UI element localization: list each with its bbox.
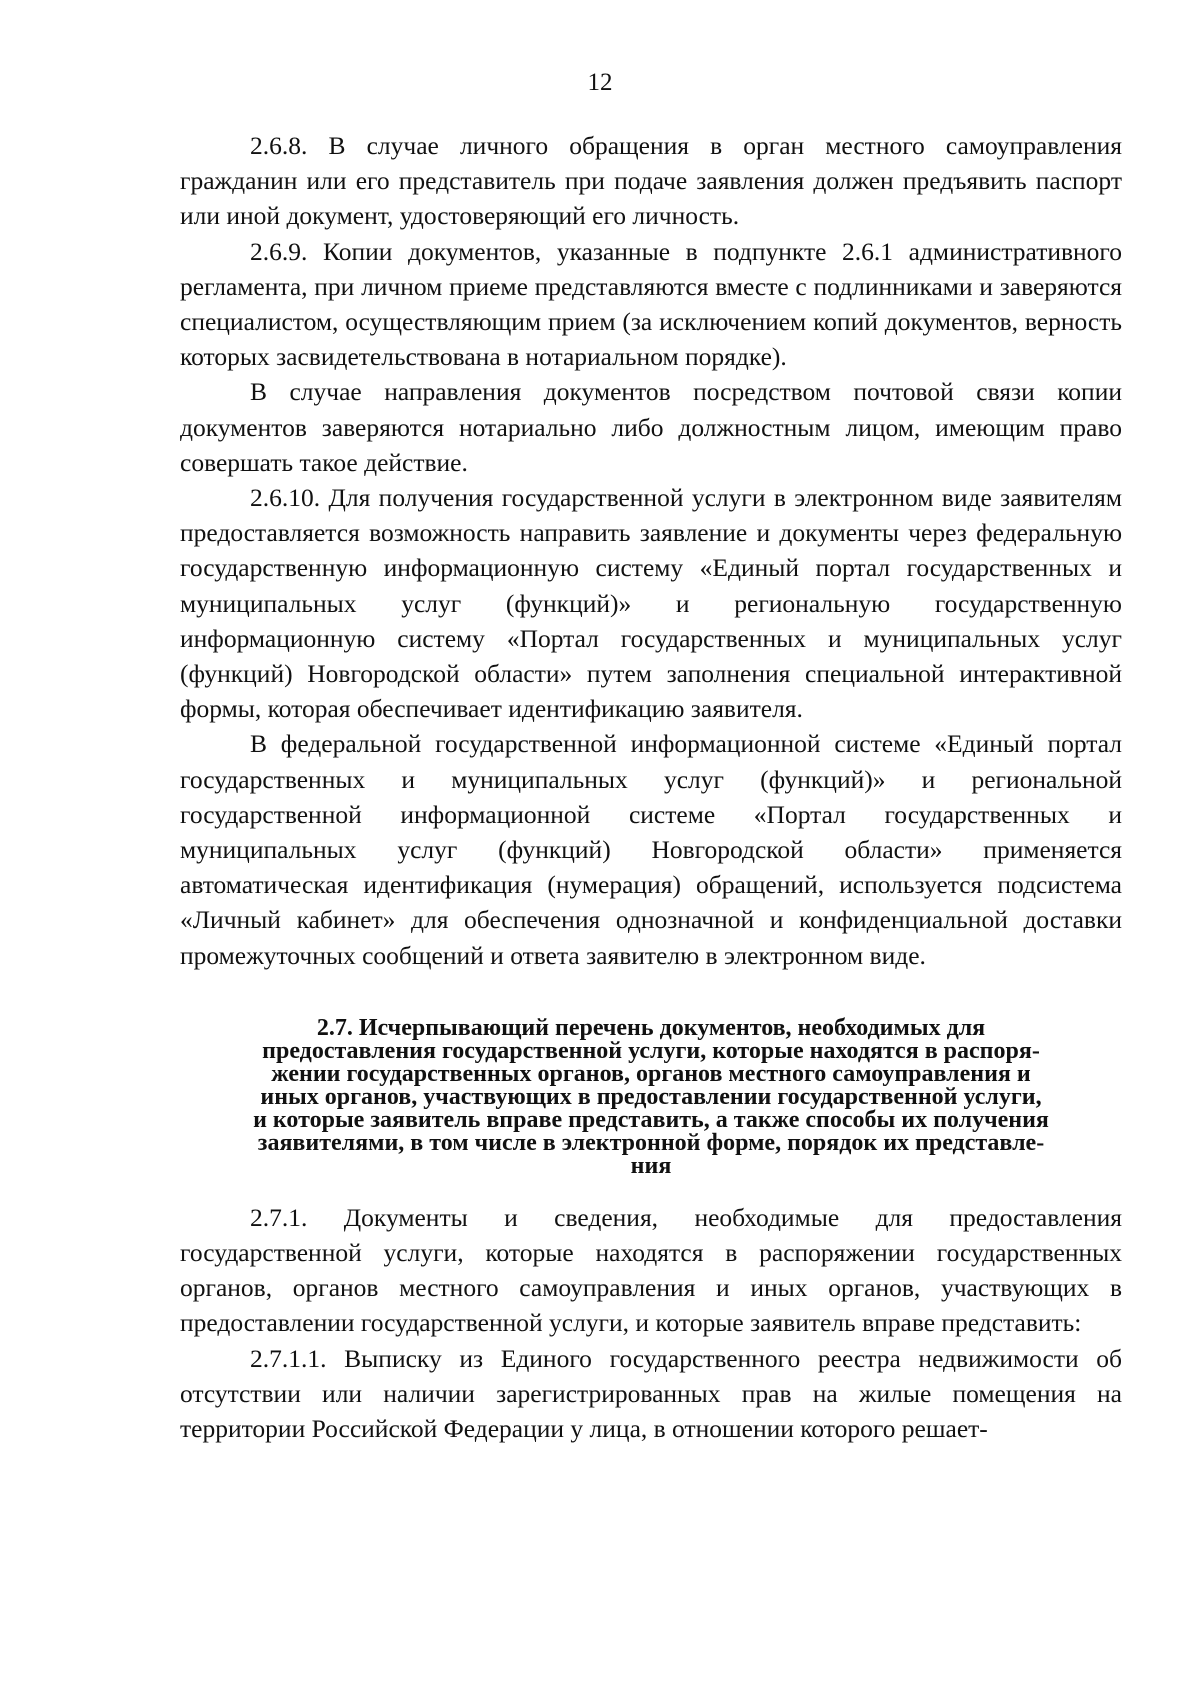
paragraph-auto-identification: В федеральной государственной информационной системе «Единый портал государственных и муниципальных услуг (функций)» и региональной государственной информационной системе «Портал государственных и муниципальных услуг (функций) Новгородской области» применяется автоматическая идентификация (нумерация) обращений, используется подсистема «Личный кабинет» для обеспечения однозначной и конфиденциальной доставки промежуточных сообщений и ответа заявителю в электронном виде. xyxy=(180,729,1122,970)
paragraph-2-7-1: 2.7.1. Документы и сведения, необходимые для предоставления государственной услуги, которые находятся в распоряжении государственных органов, органов местного самоуправления и иных органов, участвующих в предоставлении государственной услуги, и которые заявитель вправе представить: xyxy=(180,1202,1122,1338)
heading-line: иных органов, участвующих в предоставлении государственной услуги, xyxy=(260,1083,1042,1110)
heading-line: жении государственных органов, органов местного самоуправления и xyxy=(271,1060,1031,1087)
heading-line: ния xyxy=(630,1152,672,1179)
heading-line: предоставления государственной услуги, которые находятся в распоря- xyxy=(262,1037,1040,1064)
heading-line: заявителями, в том числе в электронной форме, порядок их представле- xyxy=(257,1129,1045,1156)
paragraph-2-6-8: 2.6.8. В случае личного обращения в орган местного самоуправления гражданин или его представитель при подаче заявления должен предъявить паспорт или иной документ, удостоверяющий его личность. xyxy=(180,131,1122,231)
paragraph-2-6-9: 2.6.9. Копии документов, указанные в подпункте 2.6.1 административного регламента, при личном приеме представляются вместе с подлинниками и заверяются специалистом, осуществляющим прием (за исключением копий документов, верность которых засвидетельствована в нотариальном порядке). xyxy=(180,236,1122,372)
paragraph-2-6-10: 2.6.10. Для получения государственной услуги в электронном виде заявителям предоставляется возможность направить заявление и документы через федеральную государственную информационную систему «Единый портал государственных и муниципальных услуг (функций)» и региональную государственную информационную систему «Портал государственных и муниципальных услуг (функций) Новгородской области» путем заполнения специальной интерактивной формы, которая обеспечивает идентификацию заявителя. xyxy=(180,483,1122,724)
document-body xyxy=(180,128,1122,1446)
heading-line: 2.7. Исчерпывающий перечень документов, необходимых для xyxy=(316,1014,986,1041)
paragraph-2-7-1-1: 2.7.1.1. Выписку из Единого государственного реестра недвижимости об отсутствии или наличии зарегистрированных прав на жилые помещения на территории Российской Федерации у лица, в отношении которого решает- xyxy=(180,1343,1122,1444)
paragraph-postal-copies: В случае направления документов посредством почтовой связи копии документов заверяются нотариально либо должностным лицом, имеющим право совершать такое действие. xyxy=(180,377,1122,477)
heading-line: и которые заявитель вправе представить, а также способы их получения xyxy=(253,1106,1049,1133)
section-heading-2-7 xyxy=(180,1014,1122,1179)
page-number: 12 xyxy=(587,69,613,96)
